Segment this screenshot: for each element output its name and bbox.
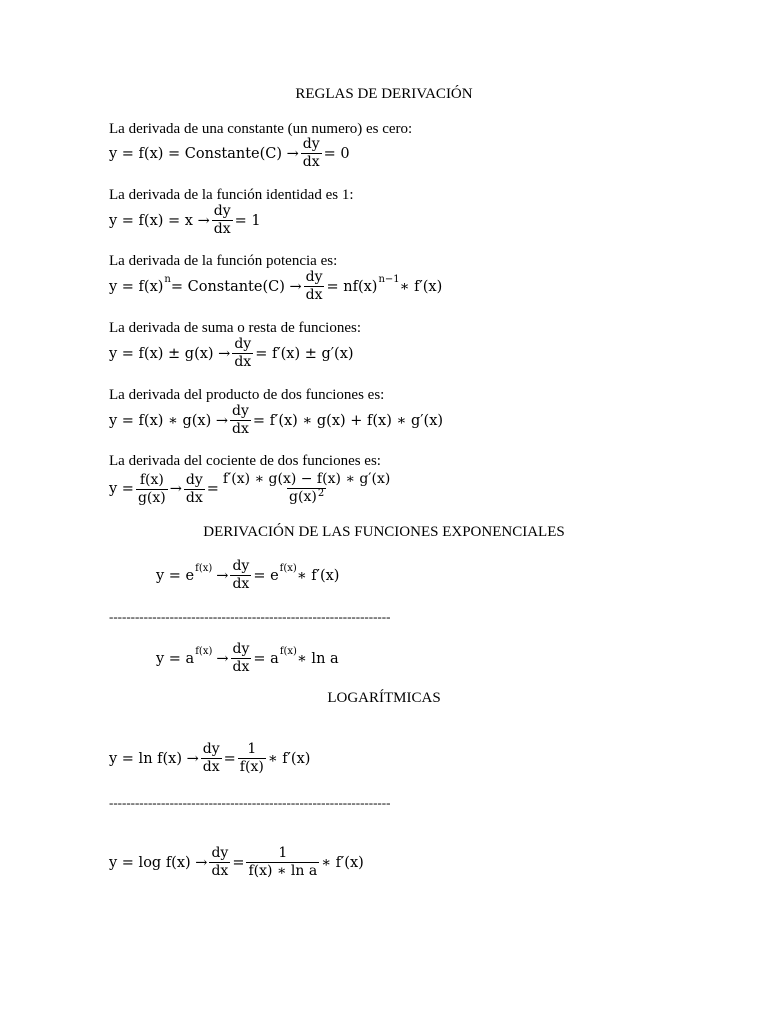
fraction-one-over-f: $\frac{1}{f(x)}$ <box>239 741 264 775</box>
equation-ln: y = ln f(x) → $\frac{dy}{dx}$ = $\frac{1}{f(x)}$ ∗ f′(x) <box>109 741 311 775</box>
fraction-dy-dx: $\frac{dy}{dx}$ <box>234 336 252 370</box>
rule-label-identity: La derivada de la función identidad es 1: <box>109 187 354 203</box>
equation-product: y = f(x) ∗ g(x) → $\frac{dy}{dx}$ = f′(x) ∗ g(x) + f(x) ∗ g′(x) <box>109 403 444 437</box>
rule-label-constant: La derivada de una constante (un numero) es cero: <box>109 121 413 137</box>
equation-log: y = log f(x) → $\frac{dy}{dx}$ = $\frac{1}{\text{f(x) ∗ ln a}}$ ∗ f′(x) <box>109 845 364 879</box>
fraction-dy-dx: $\frac{dy}{dx}$ <box>232 641 250 675</box>
equation-identity <box>109 203 261 238</box>
fraction-dy-dx: $\frac{dy}{dx}$ <box>302 136 320 170</box>
exponential-title: DERIVACIÓN DE LAS FUNCIONES EXPONENCIALES <box>203 524 565 540</box>
fraction-dy-dx: $\frac{dy}{dx}$ <box>185 471 203 506</box>
separator-line: ----------------------------------------------------------------- <box>109 609 391 624</box>
equation-exp-a: y = a f(x) → $\frac{dy}{dx}$ = a f(x) ∗ ln a <box>156 641 339 675</box>
separator-line: ----------------------------------------------------------------- <box>109 795 391 810</box>
fraction-f-over-g: $\frac{f(x)}{g(x)}$ <box>137 471 166 506</box>
rule-label-product: La derivada del producto de dos funciones es: <box>109 387 385 403</box>
fraction-dy-dx: $\frac{dy}{dx}$ <box>213 203 231 237</box>
fraction-dy-dx: $\frac{dy}{dx}$ <box>305 269 323 303</box>
eq-right: = 1 <box>234 212 261 229</box>
fraction-dy-dx: $\frac{dy}{dx}$ <box>232 558 250 592</box>
logarithmic-title: LOGARÍTMICAS <box>327 690 441 706</box>
fraction-dy-dx: $\frac{dy}{dx}$ <box>211 845 229 879</box>
equation-exp-e: y = e f(x) → $\frac{dy}{dx}$ = e f(x) ∗ f′(x) <box>156 558 340 592</box>
eq-left: y = f(x) = x → <box>109 212 210 229</box>
fraction-quotient-rule: $\frac{f'(x) ∗ g(x) - f(x) ∗ g'(x)}{g(x)^2}$ <box>222 471 391 505</box>
fraction-dy-dx: $\frac{dy}{dx}$ <box>232 403 249 437</box>
rule-label-sum: La derivada de suma o resta de funciones: <box>109 320 361 336</box>
eq-right: = 0 <box>323 145 350 162</box>
equation-constant <box>109 136 350 171</box>
fraction-one-over-f-ln-a: $\frac{1}{\text{f(x) ∗ ln a}}$ <box>248 845 318 879</box>
rule-label-quotient: La derivada del cociente de dos funciones es: <box>109 453 381 469</box>
equation-quotient: y = $\frac{f(x)}{g(x)}$ → $\frac{dy}{dx}$ = $\frac{f'(x) ∗ g(x) - f(x) ∗ g'(x)}{g(x)^2}$ <box>109 471 391 506</box>
fraction-dy-dx: $\frac{dy}{dx}$ <box>202 741 220 775</box>
eq-left: y = f(x) = Constante(C) → <box>109 145 299 162</box>
rule-label-power: La derivada de la función potencia es: <box>109 253 338 269</box>
equation-sum: y = f(x) ± g(x) → $\frac{dy}{dx}$ = f′(x) ± g′(x) <box>109 336 354 370</box>
equation-power: y = f(x) n = Constante(C) → $\frac{dy}{dx}$ = nf(x) n−1 ∗ f′(x) <box>109 269 443 303</box>
main-title: REGLAS DE DERIVACIÓN <box>295 86 473 102</box>
